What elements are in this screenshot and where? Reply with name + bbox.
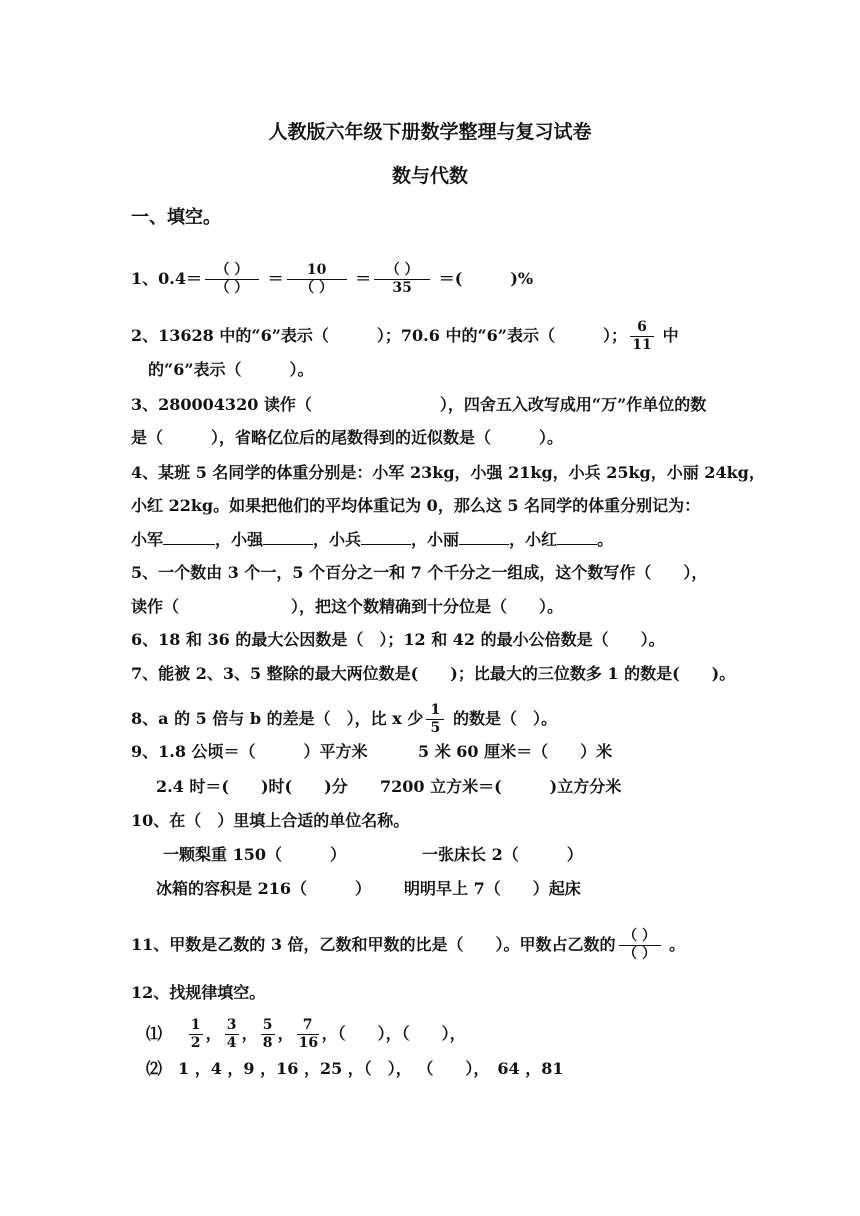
question-4-line-2: 小红 22kg。如果把他们的平均体重记为 0，那么这 5 名同学的体重分别记为：	[131, 496, 701, 515]
question-1: 1、0.4＝ $\frac{( )}{( )}$ ＝ $\frac{10}{( )}$ ＝ $\frac{( )}{35}$ ＝( )%	[131, 262, 534, 296]
q8-fraction: $\frac{1}{5}$	[426, 702, 444, 737]
question-9-c: 2.4 时＝( )时( )分	[156, 777, 348, 796]
question-12-part-1: ⑴ $\frac{1}{2}$ ， $\frac{3}{4}$ ， $\frac{5}{8}$ ， $\frac{7}{16}$ ，（ ），（ ），	[146, 1017, 466, 1051]
q2-fraction: $\frac{6}{11}$	[630, 319, 654, 354]
page-subtitle: 数与代数	[391, 165, 468, 187]
question-10-d: 明明早上 7（ ）起床	[404, 879, 581, 898]
answer-blank[interactable]	[459, 529, 509, 545]
answer-blank[interactable]	[263, 529, 313, 545]
question-4-line-3: 小军 ，小强 ，小兵 ，小丽 ，小红 。	[131, 530, 614, 549]
question-4-line-1: 4、某班 5 名同学的体重分别是：小军 23kg，小强 21kg，小兵 25kg，小丽 24kg，	[131, 463, 765, 482]
answer-blank[interactable]	[557, 529, 597, 545]
question-2-line-2: 的“6”表示（ ）。	[148, 360, 314, 379]
question-12-heading: 12、找规律填空。	[131, 983, 266, 1002]
answer-blank[interactable]	[163, 529, 215, 545]
question-3-line-2: 是（ ），省略亿位后的尾数得到的近似数是（ ）。	[131, 428, 564, 447]
question-10-heading: 10、在（ ）里填上合适的单位名称。	[131, 811, 410, 830]
question-9-a: 9、1.8 公顷＝（ ）平方米	[131, 742, 368, 761]
q1-fraction-1: $\frac{( )}{( )}$	[205, 262, 259, 297]
question-8: 8、a 的 5 倍与 b 的差是（ ），比 x 少 $\frac{1}{5}$ 的数是（ ）。	[131, 702, 557, 736]
question-5-line-1: 5、一个数由 3 个一，5 个百分之一和 7 个千分之一组成，这个数写作（ ），	[131, 563, 708, 582]
question-10-c: 冰箱的容积是 216（ ）	[156, 879, 371, 898]
q11-fraction: $\frac{( )}{( )}$	[619, 928, 661, 963]
q1-fraction-3: $\frac{( )}{35}$	[374, 262, 430, 297]
question-12-part-2: ⑵ 1 ，4 ，9 ，16 ，25 ，（ ）， （ ）， 64 ，81	[146, 1059, 564, 1078]
question-7: 7、能被 2、3、5 整除的最大两位数是( )；比最大的三位数多 1 的数是( )。	[131, 664, 736, 683]
question-6: 6、18 和 36 的最大公因数是（ ）；12 和 42 的最小公倍数是（ ）。	[131, 630, 665, 649]
section-heading: 一、填空。	[131, 207, 221, 228]
question-10-a: 一颗梨重 150（ ）	[163, 845, 346, 864]
question-5-line-2: 读作（ ），把这个数精确到十分位是（ ）。	[131, 597, 564, 616]
sequence-fraction: $\frac{7}{16}$	[298, 1017, 319, 1051]
question-3-line-1: 3、280004320 读作（ ），四舍五入改写成用“万”作单位的数	[131, 395, 707, 414]
sequence-fraction: $\frac{3}{4}$	[225, 1017, 239, 1052]
question-9-b: 5 米 60 厘米＝（ ）米	[418, 742, 613, 761]
q1-fraction-2: $\frac{10}{( )}$	[287, 262, 347, 297]
sequence-fraction: $\frac{5}{8}$	[261, 1017, 275, 1052]
question-11: 11、甲数是乙数的 3 倍，乙数和甲数的比是（ ）。甲数占乙数的 $\frac{( )}{( )}$ 。	[131, 928, 686, 962]
answer-blank[interactable]	[361, 529, 411, 545]
q1-suffix: ＝( )%	[438, 269, 534, 288]
q1-prefix: 1、0.4＝	[131, 269, 202, 288]
question-9-d: 7200 立方米＝( )立方分米	[380, 777, 622, 796]
question-10-b: 一张床长 2（ ）	[422, 845, 583, 864]
sequence-fraction: $\frac{1}{2}$	[189, 1017, 203, 1052]
page-title: 人教版六年级下册数学整理与复习试卷	[268, 121, 592, 143]
question-2-line-1: 2、13628 中的“6”表示（ ）；70.6 中的“6”表示（ ）； $\frac{6}{11}$ 中	[131, 319, 679, 353]
